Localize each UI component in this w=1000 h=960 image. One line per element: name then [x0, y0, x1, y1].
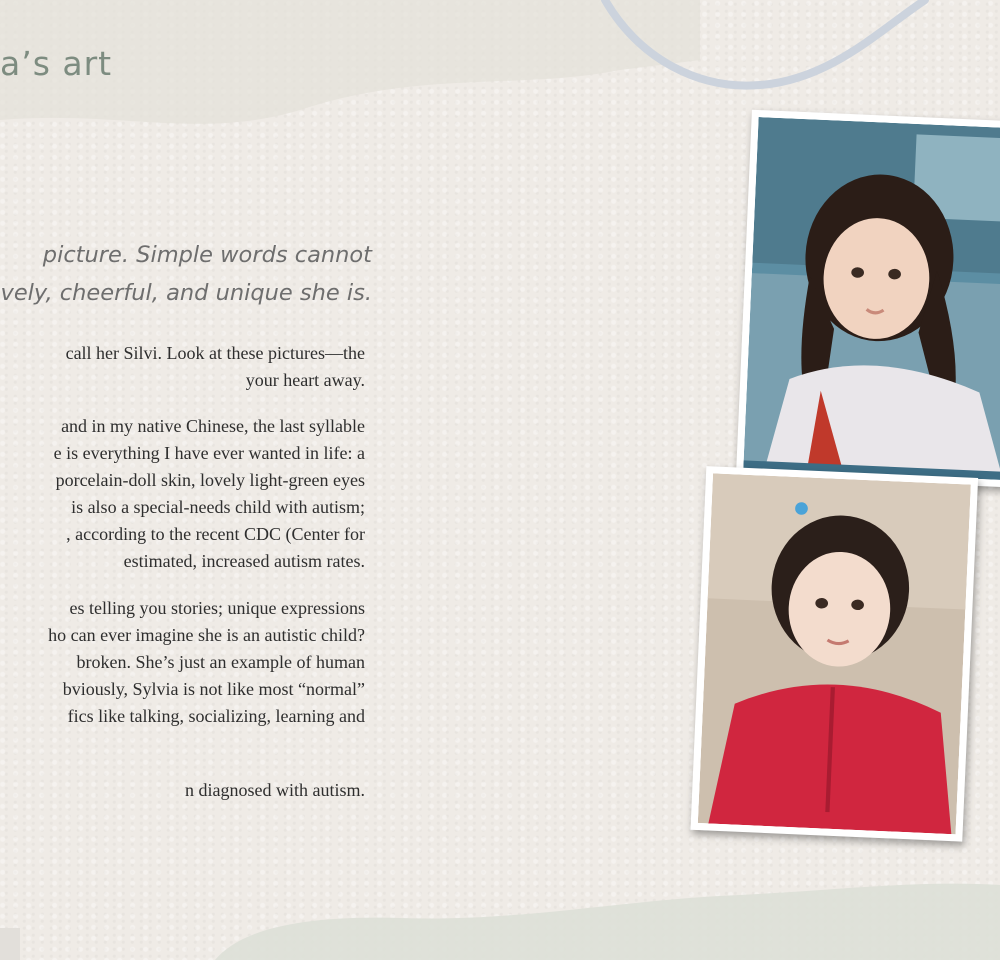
text-line: is also a special-needs child with autism; — [71, 497, 365, 517]
text-line: estimated, increased autism rates. — [123, 551, 365, 571]
text-line: fics like talking, socializing, learning and — [67, 706, 365, 726]
text-line: bviously, Sylvia is not like most “normal” — [62, 679, 365, 699]
photo-collage — [680, 108, 1000, 866]
text-line: ho can ever imagine she is an autistic child? — [48, 625, 365, 645]
paragraph — [0, 340, 365, 394]
paragraph — [0, 595, 365, 730]
photo-girl-indoors — [736, 110, 1000, 488]
text-line: broken. She’s just an example of human — [76, 652, 365, 672]
lead-quote — [0, 236, 372, 312]
text-line: and in my native Chinese, the last syllable — [61, 416, 365, 436]
photo-girl-red-sweater — [690, 466, 978, 842]
lead-line: vely, cheerful, and unique she is. — [0, 280, 372, 306]
paragraph — [0, 777, 365, 804]
paragraph — [0, 413, 365, 575]
text-line: porcelain-doll skin, lovely light-green eyes — [55, 470, 365, 490]
text-line: es telling you stories; unique expressions — [69, 598, 365, 618]
text-line: n diagnosed with autism. — [185, 780, 365, 800]
text-line: call her Silvi. Look at these pictures—the — [65, 343, 365, 363]
text-line: your heart away. — [245, 370, 365, 390]
text-line: e is everything I have ever wanted in life: a — [53, 443, 365, 463]
text-line: , according to the recent CDC (Center for — [66, 524, 365, 544]
lead-line: picture. Simple words cannot — [42, 242, 372, 268]
section-title: a’s art — [0, 44, 113, 83]
